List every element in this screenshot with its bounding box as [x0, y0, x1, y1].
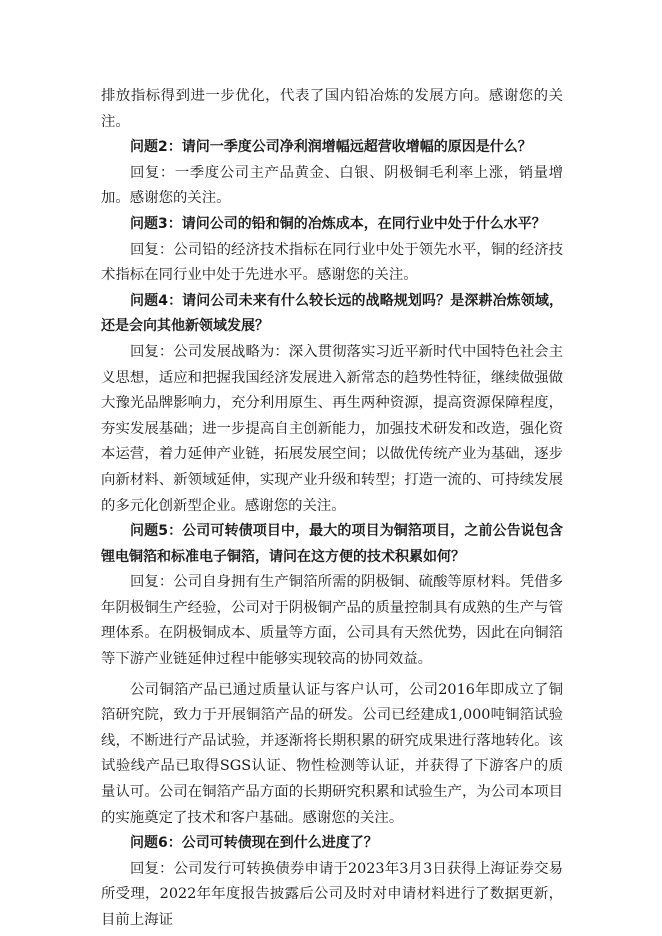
answer-5-paragraph-1: 回复：公司自身拥有生产铜箔所需的阴极铜、硫酸等原材料。凭借多年阴极铜生产经验，公司对于阴极铜产品的质量控制具有成熟的生产与管理体系。在阴极铜成本、质量等方面，公司具有天然优势，因此在向铜箔等下游产业链延伸过程中能够实现较高的协同效益。 — [101, 574, 563, 668]
document-body — [101, 84, 563, 934]
answer-4: 回复：公司发展战略为：深入贯彻落实习近平新时代中国特色社会主义思想，适应和把握我国经济发展进入新常态的趋势性特征，继续做强做大豫光品牌影响力，充分利用原生、再生两种资源，提高资源保障程度，夯实发展基础；进一步提高自主创新能力，加强技术研发和改造，强化资本运营，着力延伸产业链，拓展发展空间；以做优传统产业为基础，逐步向新材料、新领域延伸，实现产业升级和转型；打造一流的、可持续发展的多元化创新型企业。感谢您的关注。 — [101, 343, 563, 514]
answer-2: 回复：一季度公司主产品黄金、白银、阴极铜毛利率上涨，销量增加。感谢您的关注。 — [101, 164, 563, 207]
answer-3: 回复：公司铅的经济技术指标在同行业中处于领先水平，铜的经济技术指标在同行业中处于先进水平。感谢您的关注。 — [101, 241, 563, 284]
question-6: 问题6：公司可转债现在到什么进度了？ — [130, 835, 378, 852]
question-5: 问题5：公司可转债项目中，最大的项目为铜箔项目，之前公告说包含锂电铜箔和标准电子铜箔，请问在这方便的技术积累如何？ — [101, 523, 563, 565]
continuation-paragraph: 排放指标得到进一步优化，代表了国内铅冶炼的发展方向。感谢您的关注。 — [101, 88, 563, 130]
answer-6: 回复：公司发行可转换债券申请于2023年3月3日获得上海证券交易所受理，2022年年度报告披露后公司及时对申请材料进行了数据更新，目前上海证 — [101, 860, 563, 928]
question-3: 问题3：请问公司的铅和铜的冶炼成本，在同行业中处于什么水平？ — [130, 215, 546, 232]
answer-5-paragraph-2: 公司铜箔产品已通过质量认证与客户认可，公司2016年即成立了铜箔研究院，致力于开展铜箔产品的研发。公司已经建成1,000吨铜箔试验线，不断进行产品试验，并逐渐将长期积累的研究成果进行落地转化。该试验线产品已取得SGS认证、物性检测等认证，并获得了下游客户的质量认可。公司在铜箔产品方面的长期研究积累和试验生产，为公司本项目的实施奠定了技术和客户基础。感谢您的关注。 — [101, 681, 563, 826]
question-2: 问题2：请问一季度公司净利润增幅远超营收增幅的原因是什么？ — [130, 139, 532, 156]
question-4: 问题4：请问公司未来有什么较长远的战略规划吗？是深耕冶炼领域，还是会向其他新领域发展？ — [101, 292, 563, 335]
